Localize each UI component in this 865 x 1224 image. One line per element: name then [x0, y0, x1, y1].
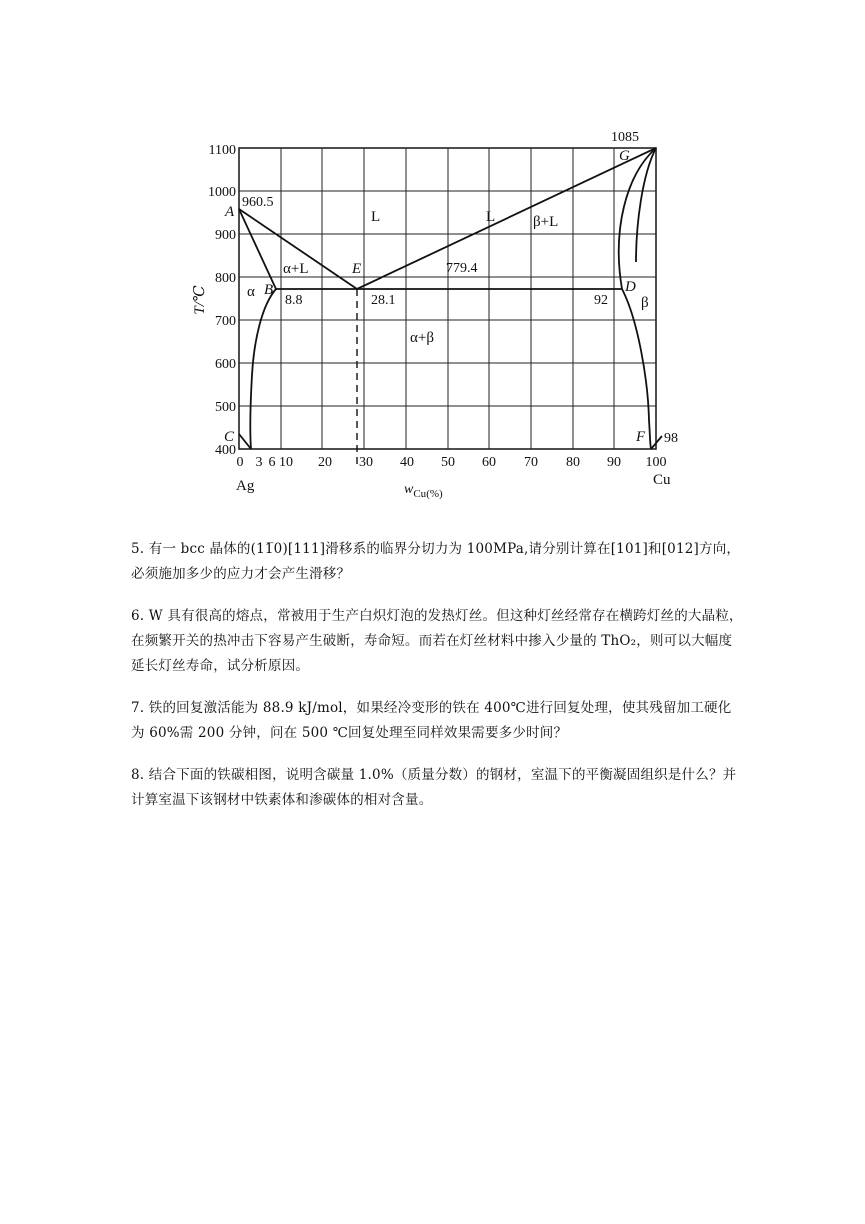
f-composition: 98: [664, 431, 678, 446]
point-f: F: [636, 429, 646, 445]
x-tick: 0: [236, 455, 244, 470]
x-tick: 50: [441, 455, 455, 470]
point-g: G: [619, 148, 630, 164]
y-tick: 800: [215, 271, 236, 286]
x-tick: 10: [279, 455, 293, 470]
liquidus-cu-side: [357, 148, 656, 289]
x-tick: 3: [255, 455, 263, 470]
cu-melting-point: 1085: [611, 130, 639, 145]
region-beta: β: [641, 295, 649, 311]
y-tick: 600: [215, 357, 236, 372]
x-tick: 70: [524, 455, 538, 470]
region-beta-liquid: β+L: [533, 214, 559, 230]
ag-melting-point: 960.5: [242, 195, 274, 210]
point-a: A: [225, 204, 235, 220]
eutectic-temperature: 779.4: [446, 261, 478, 276]
right-element-label: Cu: [653, 472, 671, 488]
y-tick: 700: [215, 314, 236, 329]
y-tick: 1000: [208, 185, 236, 200]
x-tick: 20: [318, 455, 332, 470]
y-axis-label: T/℃: [192, 285, 208, 315]
y-tick: 900: [215, 228, 236, 243]
question-7: [131, 696, 743, 746]
x-tick: 40: [400, 455, 414, 470]
x-tick: 100: [645, 455, 667, 470]
y-tick: 400: [215, 443, 236, 458]
point-c: C: [224, 429, 235, 445]
y-tick: 1100: [208, 143, 236, 158]
ag-cu-phase-diagram: [0, 0, 865, 520]
region-liquid: L: [371, 209, 381, 225]
x-tick: 90: [607, 455, 621, 470]
region-alpha-beta: α+β: [410, 330, 434, 346]
x-tick: 6: [268, 455, 276, 470]
x-tick-labels: [237, 455, 667, 470]
x-axis-label: $w_{Cu}(\%)$: [404, 482, 443, 500]
point-d: D: [625, 279, 636, 295]
question-5: [131, 537, 743, 587]
point-e: E: [352, 261, 362, 277]
x-tick: 60: [482, 455, 496, 470]
b-composition: 8.8: [285, 293, 303, 308]
question-8: [131, 763, 743, 813]
question-text: 5. 有一 bcc 晶体的(11̅0)[111]滑移系的临界分切力为 100MPa,请分别计算在[101]和[012]方向，必须施加多少的应力才会产生滑移？: [131, 541, 741, 582]
e-composition: 28.1: [371, 293, 396, 308]
question-text: 8. 结合下面的铁碳相图，说明含碳量 1.0%（质量分数）的钢材，室温下的平衡凝固组织是什么？并计算室温下该钢材中铁素体和渗碳体的相对含量。: [131, 767, 737, 808]
question-6: [131, 604, 743, 679]
y-tick: 500: [215, 400, 236, 415]
question-text: 7. 铁的回复激活能为 88.9 kJ/mol，如果经冷变形的铁在 400℃进行回复处理，使其残留加工硬化为 60%需 200 分钟，问在 500 ℃回复处理至同样效果需要多少时间？: [131, 700, 732, 741]
left-element-label: Ag: [236, 478, 255, 494]
solvus-alpha: [250, 289, 276, 449]
x-tick: 80: [566, 455, 580, 470]
d-composition: 92: [594, 293, 608, 308]
x-tick: 30: [359, 455, 373, 470]
beta-boundary-upper: [636, 148, 656, 262]
region-alpha: α: [247, 284, 255, 300]
region-liquid: L: [486, 209, 496, 225]
solidus-beta: [619, 148, 656, 289]
y-tick-labels: [208, 143, 236, 458]
solvus-beta: [622, 289, 651, 449]
region-alpha-liquid: α+L: [283, 261, 309, 277]
question-text: 6. W 具有很高的熔点，常被用于生产白炽灯泡的发热灯丝。但这种灯丝经常存在横跨灯丝的大晶粒，在频繁开关的热冲击下容易产生破断，寿命短。而若在灯丝材料中掺入少量的 ThO₂，则可以大幅度延长灯丝寿命，试分析原因。: [131, 608, 743, 674]
point-b: B: [264, 282, 274, 298]
value-labels: [242, 130, 678, 446]
